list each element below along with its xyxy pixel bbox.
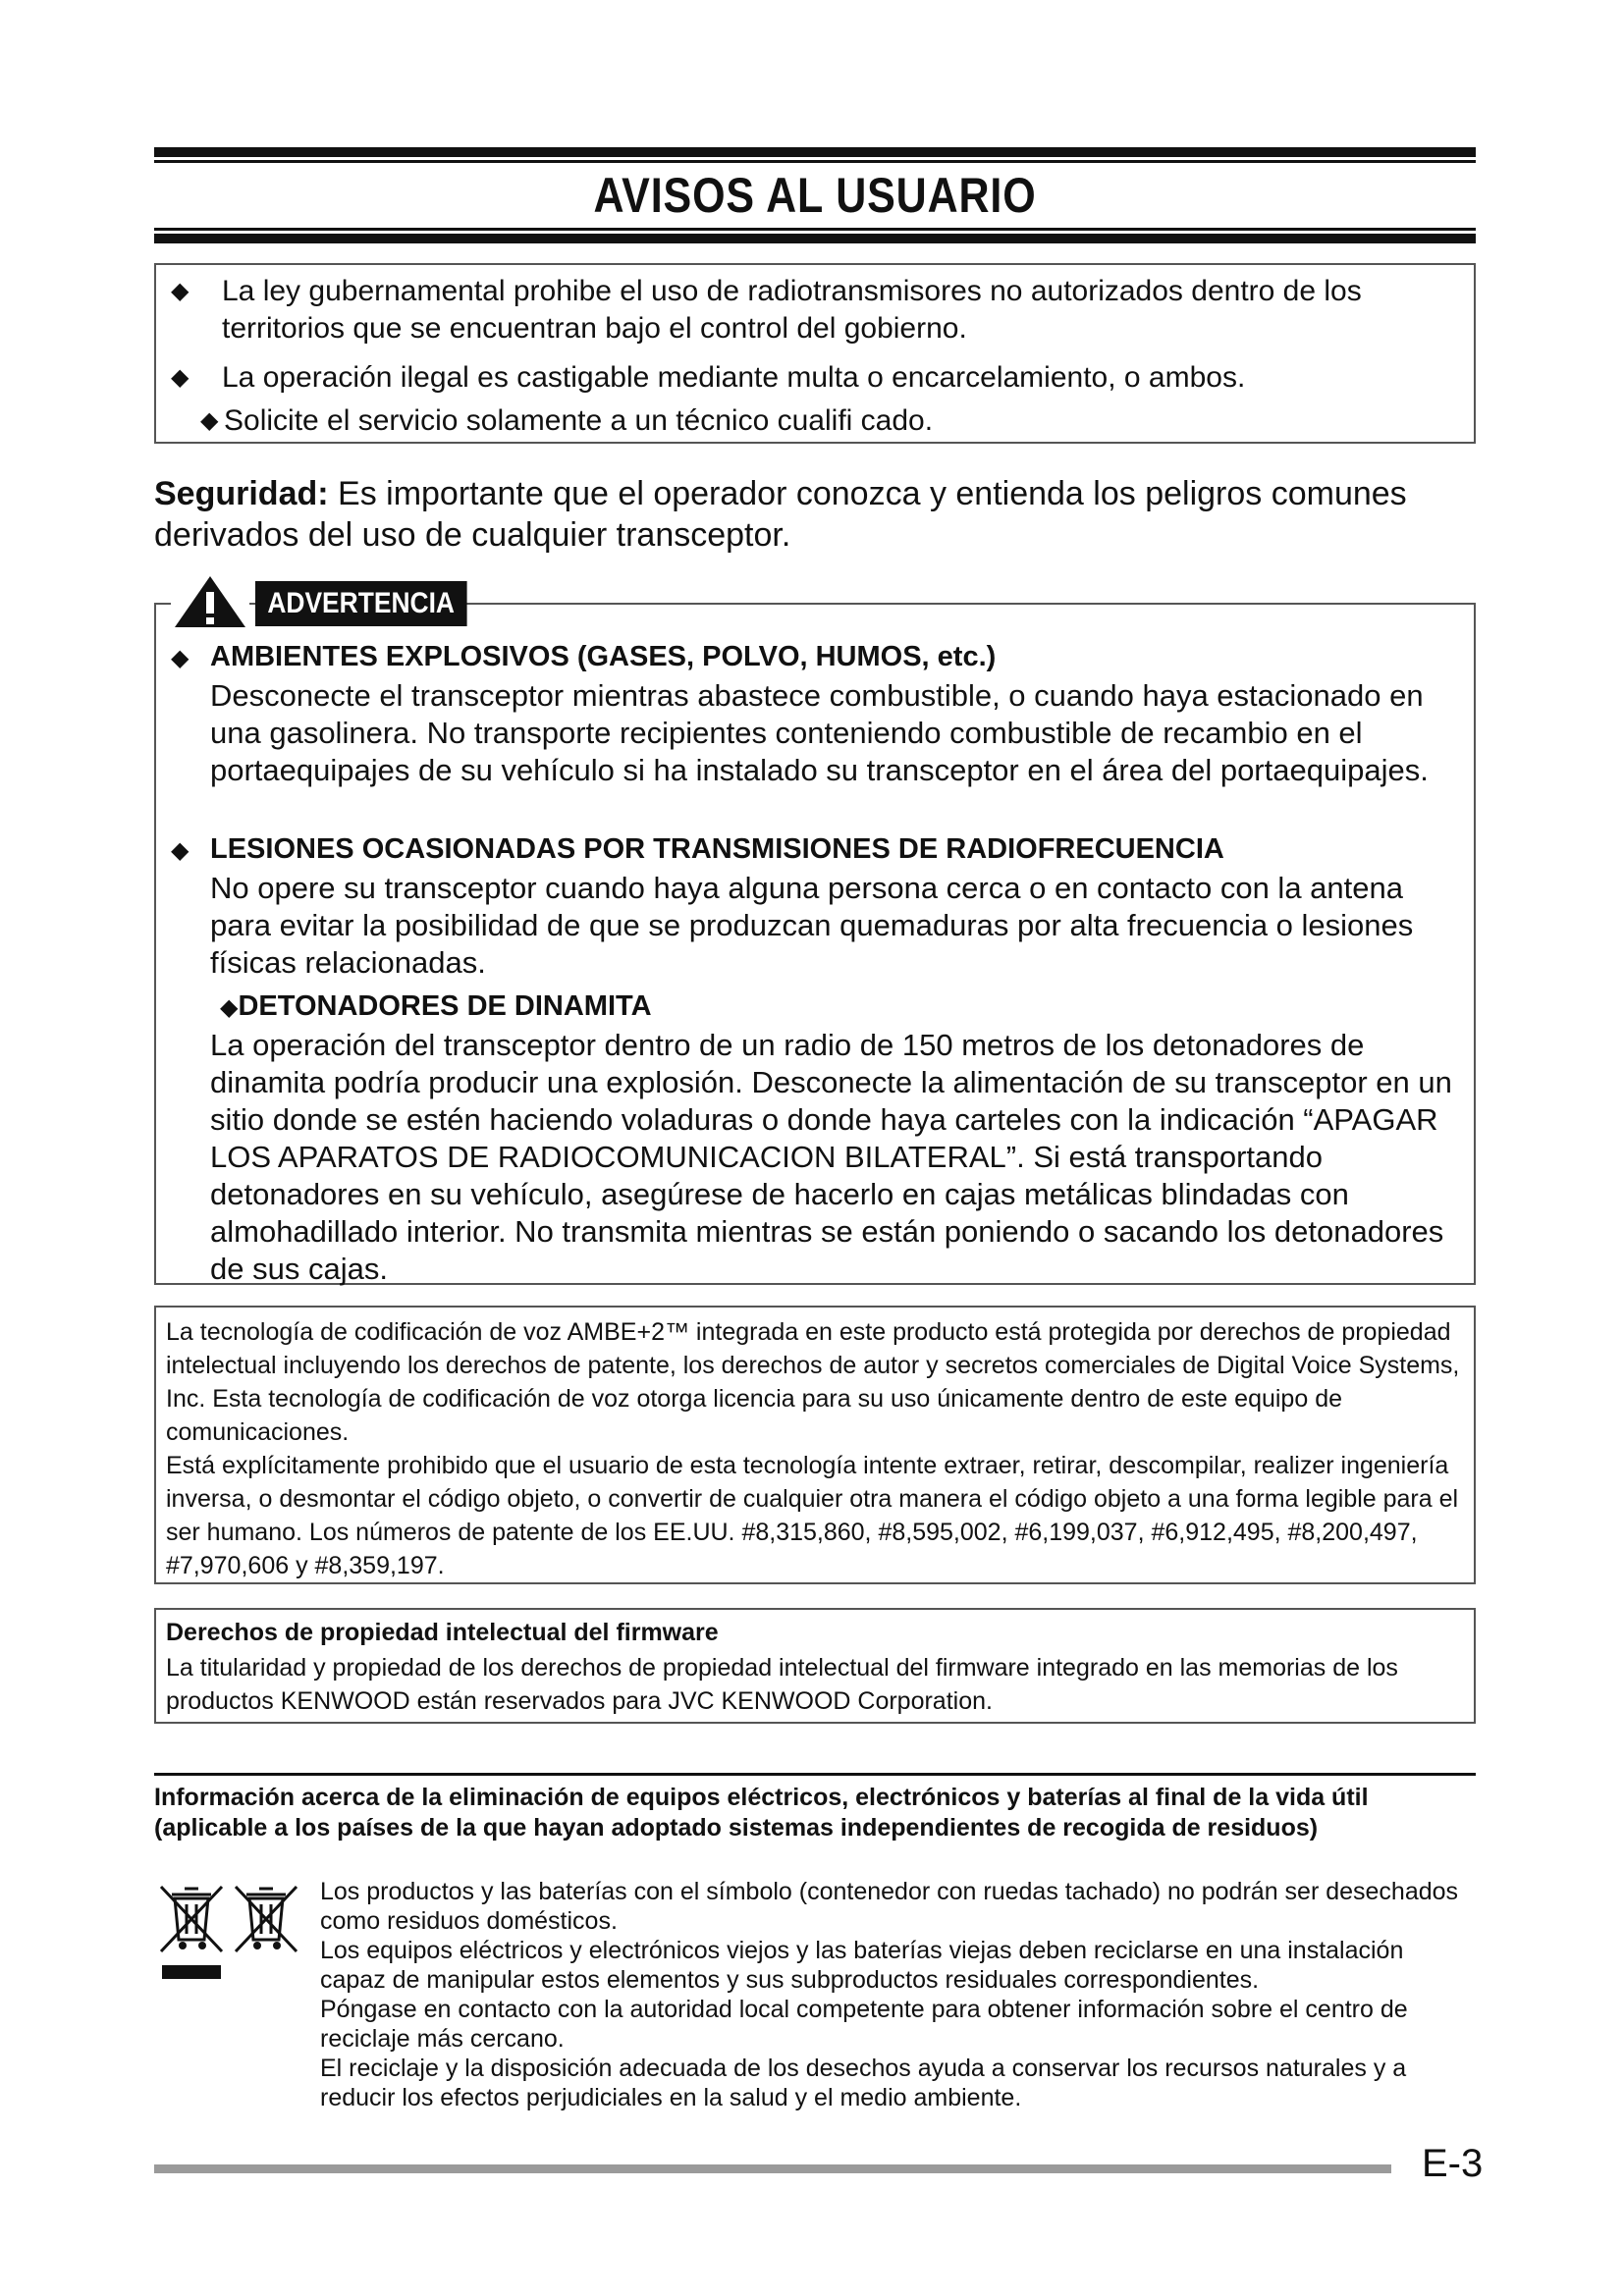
ambe-paragraph: La tecnología de codificación de voz AMBE+2™ integrada en este producto está protegida por derechos de propiedad intelectual incluyendo los derechos de patente, los derechos de autor y secretos comerciales de Digital Voice Systems, Inc. Esta tecnología de codificación de voz otorga licencia para su uso únicamente dentro de este equipo de comunicaciones. — [166, 1318, 1460, 1446]
disposal-paragraph: Los equipos eléctricos y electrónicos viejos y las baterías viejas deben reciclarse en una instalación capaz de manipular estos elementos y sus subproductos residuales correspondientes. — [320, 1937, 1404, 1994]
warning-section — [171, 830, 1467, 982]
warning-section — [171, 988, 1467, 1288]
diamond-bullet-icon: ◆ — [171, 645, 189, 671]
title-rule-top — [154, 147, 1476, 157]
bin-underline-bar — [162, 1965, 221, 1979]
firmware-paragraph: La titularidad y propiedad de los derechos de propiedad intelectual del firmware integrado en las memorias de los productos KENWOOD están reservados para JVC KENWOOD Corporation. — [166, 1654, 1398, 1715]
warning-section — [171, 638, 1467, 789]
disposal-rule — [154, 1773, 1476, 1776]
security-intro — [154, 473, 1476, 556]
title-rule-bottom — [154, 234, 1476, 243]
crossed-bin-icon — [157, 1883, 226, 1961]
disposal-paragraph: El reciclaje y la disposición adecuada de los desechos ayuda a conservar los recursos naturales y a reducir los efectos perjudiciales en la salud y el medio ambiente. — [320, 2055, 1407, 2111]
ambe-paragraph: Está explícitamente prohibido que el usuario de esta tecnología intente extraer, retirar, descompilar, realizer ingeniería inversa, o desmontar el código objeto, o convertir de cualquier otra manera el código objeto a una forma legible para el ser humano. Los números de patente de los EE.UU. #8,315,860, #8,595,002, #6,199,037, #6,912,495, #8,200,497, #7,970,606 y #8,359,197. — [166, 1452, 1459, 1579]
page-title: AVISOS AL USUARIO — [593, 168, 1037, 223]
warning-body: La operación del transceptor dentro de un radio de 150 metros de los detonadores de dinamita podría producir una explosión. Desconecte la alimentación de su transceptor en un sitio donde se estén haciendo voladuras o donde haya carteles con la indicación “APAGAR LOS APARATOS DE RADIOCOMUNICACION BILATERAL”. Si está transportando detonadores en su vehículo, asegúrese de hacerlo en cajas metálicas blindadas con almohadillado interior. No transmita mientras se están poniendo o sacando los detonadores de sus cajas. — [210, 1028, 1452, 1286]
security-label: Seguridad: — [154, 475, 329, 512]
diamond-bullet-icon: ◆ — [171, 364, 189, 391]
warning-heading: ◆DETONADORES DE DINAMITA — [171, 988, 1467, 1027]
warning-triangle-icon — [171, 572, 249, 629]
firmware-heading: Derechos de propiedad intelectual del firmware — [166, 1619, 719, 1646]
title-rule-top-thin — [154, 160, 1476, 163]
disposal-paragraph: Póngase en contacto con la autoridad local competente para obtener información sobre el centro de reciclaje más cercano. — [320, 1996, 1408, 2053]
diamond-bullet-icon: ◆ — [171, 278, 189, 304]
title-rule-bottom-thin — [154, 228, 1476, 231]
warning-heading: ◆ AMBIENTES EXPLOSIVOS (GASES, POLVO, HUMOS, etc.) — [171, 638, 1467, 677]
warning-tag: ADVERTENCIA — [255, 581, 466, 626]
footer-bar — [154, 2164, 1391, 2173]
warning-body: No opere su transceptor cuando haya alguna persona cerca o en contacto con la antena para evitar la posibilidad de que se produzcan quemaduras por alta frecuencia o lesiones físicas relacionadas. — [210, 871, 1414, 980]
crossed-bin-icon — [232, 1883, 300, 1961]
disposal-heading: Información acerca de la eliminación de equipos eléctricos, electrónicos y baterías al final de la vida útil (aplicable a los países de la que hayan adoptado sistemas independientes de recogida de residuos) — [154, 1784, 1369, 1842]
warning-heading: ◆ LESIONES OCASIONADAS POR TRANSMISIONES DE RADIOFRECUENCIA — [171, 830, 1467, 870]
diamond-bullet-icon: ◆ — [220, 994, 239, 1021]
diamond-bullet-icon: ◆ — [171, 837, 189, 864]
security-text: Es importante que el operador conozca y entienda los peligros comunes derivados del uso de cualquier transceptor. — [154, 475, 1407, 554]
disposal-paragraph: Los productos y las baterías con el símbolo (contenedor con ruedas tachado) no podrán ser desechados como residuos domésticos. — [320, 1878, 1459, 1935]
warning-body: Desconecte el transceptor mientras abastece combustible, o cuando haya estacionado en una gasolinera. No transporte recipientes conteniendo combustible de recambio en el portaequipajes de su vehículo si ha instalado su transceptor en el área del portaequipajes. — [210, 678, 1429, 787]
diamond-bullet-icon: ◆ — [200, 407, 219, 434]
page-number: E-3 — [1422, 2142, 1484, 2185]
disposal-text — [320, 1877, 1469, 2112]
